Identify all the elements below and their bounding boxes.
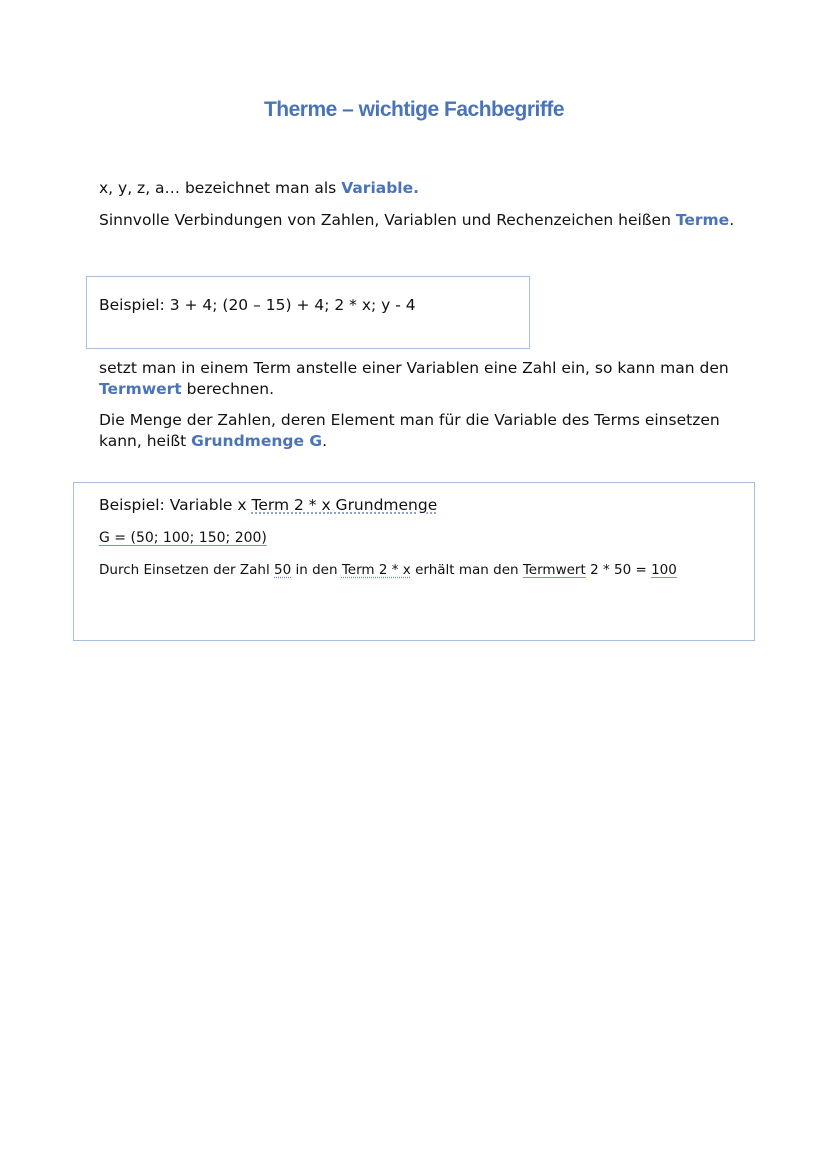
paragraph-end: .: [322, 432, 328, 450]
text-segment: Durch Einsetzen der Zahl: [99, 562, 275, 578]
paragraph-text: setzt man in einem Term anstelle einer Variablen eine Zahl ein, so kann man den: [99, 359, 729, 377]
text-segment: erhält man den: [410, 562, 523, 578]
paragraph-grundmenge: [99, 410, 739, 452]
text-segment-marked: 100: [651, 562, 677, 578]
paragraph-end: .: [729, 211, 735, 229]
paragraph-end: berechnen.: [181, 380, 275, 398]
paragraph-terme: [99, 210, 739, 231]
keyword-terme: Terme: [675, 211, 730, 229]
text-segment-marked: Termwert: [522, 562, 586, 578]
paragraph-text: x, y, z, a… bezeichnet man als: [99, 179, 342, 197]
text-segment-marked: Term 2 * x: [251, 496, 331, 514]
document-title: Therme – wichtige Fachbegriffe: [263, 98, 565, 121]
example-2-line-1: [99, 496, 437, 514]
paragraph-text: Die Menge der Zahlen, deren Element man für die Variable des Terms einsetzen kann, heißt: [99, 411, 720, 450]
text-segment: Beispiel: Variable x: [99, 496, 252, 514]
text-segment-marked: Term 2 * x: [341, 562, 411, 578]
text-segment-marked: Grundmenge: [330, 496, 438, 514]
text-segment-marked: G = (50; 100; 150; 200): [99, 530, 267, 546]
keyword-grundmenge: Grundmenge G: [191, 432, 323, 450]
text-segment: 2 * 50 =: [585, 562, 652, 578]
text-segment-marked: 50: [274, 562, 292, 578]
keyword-variable: Variable.: [341, 179, 420, 197]
paragraph-termwert: [99, 358, 739, 400]
keyword-termwert: Termwert: [99, 380, 182, 398]
example-2-line-2: [99, 530, 267, 546]
paragraph-variable: [99, 178, 739, 199]
paragraph-text: Sinnvolle Verbindungen von Zahlen, Variablen und Rechenzeichen heißen: [99, 211, 676, 229]
text-segment: in den: [291, 562, 342, 578]
example-1-text: Beispiel: 3 + 4; (20 – 15) + 4; 2 * x; y - 4: [99, 296, 416, 314]
example-2-line-3: [99, 560, 739, 580]
